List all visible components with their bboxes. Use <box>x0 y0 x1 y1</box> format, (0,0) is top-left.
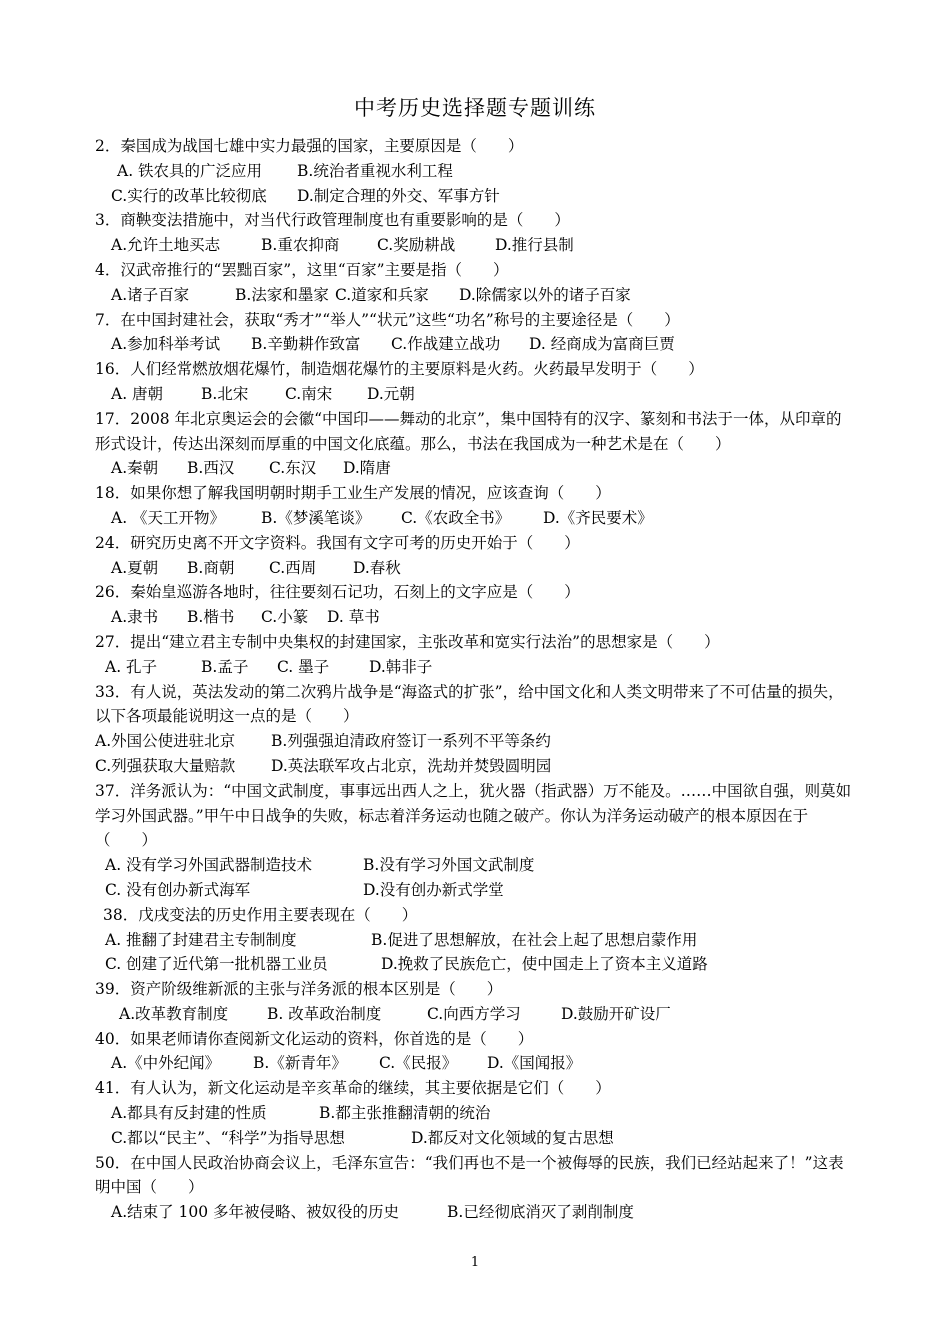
option: B.促进了思想解放，在社会上起了思想启蒙作用 <box>371 930 698 949</box>
question-list <box>95 134 855 1225</box>
option-row <box>95 382 855 407</box>
option: A.参加科举考试 <box>111 335 221 354</box>
question-stem: 40．如果老师请你查阅新文化运动的资料，你首选的是（ ） <box>95 1029 534 1048</box>
option: C.《农政全书》 <box>401 508 511 527</box>
option: A.隶书 <box>111 608 159 627</box>
question-stem: 2．秦国成为战国七雄中实力最强的国家，主要原因是（ ） <box>95 137 524 155</box>
page-number: 1 <box>470 1255 480 1270</box>
option: C. 没有创办新式海军 <box>105 880 251 899</box>
option-row <box>95 332 855 357</box>
option-row <box>95 952 855 977</box>
option: B.楷书 <box>187 608 235 627</box>
option-row <box>95 853 855 878</box>
option: A. 唐朝 <box>111 384 164 403</box>
option: B.都主张推翻清朝的统治 <box>319 1104 491 1123</box>
option: D.元朝 <box>367 384 415 403</box>
question-stem: 7．在中国封建社会，获取“秀才”“举人”“状元”这些“功名”称号的主要途径是（ ） <box>95 310 680 329</box>
option-row <box>95 878 855 903</box>
option: D.制定合理的外交、军事方针 <box>297 186 500 205</box>
option: D. 草书 <box>327 608 380 627</box>
option: D.鼓励开矿设厂 <box>561 1004 671 1023</box>
option: A.诸子百家 <box>111 285 190 304</box>
option-row <box>95 184 855 209</box>
option: D.《国闻报》 <box>487 1054 582 1073</box>
question-stem: 39．资产阶级维新派的主张与洋务派的根本区别是（ ） <box>95 980 503 999</box>
option: A.改革教育制度 <box>119 1004 229 1023</box>
option: C.《民报》 <box>379 1054 458 1073</box>
option: B.列强强迫清政府签订一系列不平等条约 <box>271 732 551 751</box>
question-stem: 24．研究历史离不开文字资料。我国有文字可考的历史开始于（ ） <box>95 533 580 552</box>
question-stem: 41．有人认为，新文化运动是辛亥革命的继续，其主要依据是它们（ ） <box>95 1079 611 1098</box>
option: C.南宋 <box>285 384 333 403</box>
option-row <box>95 655 855 680</box>
option: D.没有创办新式学堂 <box>363 880 504 899</box>
option: C.列强获取大量赔款 <box>95 756 236 775</box>
question-stem: 17．2008 年北京奥运会的会徽“中国印——舞动的北京”，集中国特有的汉字、篆刻和书法于一体，从印章的形式设计，传达出深刻而厚重的中国文化底蕴。那么，书法在我国成为一种艺术是在（ ） <box>95 409 842 453</box>
question-stem: 50．在中国人民政治协商会议上，毛泽东宣告：“我们再也不是一个被侮辱的民族，我们已经站起来了！”这表明中国（ ） <box>95 1153 844 1197</box>
option: B.法家和墨家 <box>235 285 329 304</box>
option: D.春秋 <box>353 558 401 577</box>
option: D.推行县制 <box>495 236 574 255</box>
option-row <box>95 729 855 754</box>
option: C.小篆 <box>261 608 309 627</box>
option: D.挽救了民族危亡，使中国走上了资本主义道路 <box>381 955 708 974</box>
option-row <box>95 1051 855 1076</box>
option: B.商朝 <box>187 558 235 577</box>
question-stem: 3．商鞅变法措施中，对当代行政管理制度也有重要影响的是（ ） <box>95 211 570 230</box>
option-row <box>95 556 855 581</box>
option: D.韩非子 <box>369 657 433 676</box>
option: C. 墨子 <box>277 657 330 676</box>
option: B.辛勤耕作致富 <box>251 335 361 354</box>
option-row <box>95 159 855 184</box>
page-title: 中考历史选择题专题训练 <box>354 96 596 120</box>
option: C. 创建了近代第一批机器工业员 <box>105 955 328 974</box>
option: A. 《天工开物》 <box>111 508 226 527</box>
option: D.隋唐 <box>343 459 391 478</box>
option: C.奖励耕战 <box>377 236 456 255</box>
option: C.西周 <box>269 558 317 577</box>
option: C.都以“民主”、“科学”为指导思想 <box>111 1128 345 1147</box>
option: A. 孔子 <box>105 657 158 676</box>
option: D.除儒家以外的诸子百家 <box>459 285 631 304</box>
option: B.已经彻底消灭了剥削制度 <box>447 1203 634 1222</box>
option: B.北宋 <box>201 384 249 403</box>
option: A.夏朝 <box>111 558 159 577</box>
option: D. 经商成为富商巨贾 <box>529 335 675 354</box>
option: B.没有学习外国文武制度 <box>363 856 535 875</box>
option: A. 铁农具的广泛应用 <box>117 161 263 180</box>
option-row <box>95 928 855 953</box>
question-stem: 18．如果你想了解我国明朝时期手工业生产发展的情况，应该查询（ ） <box>95 484 611 503</box>
option-row <box>95 506 855 531</box>
question-stem: 33．有人说，英法发动的第二次鸦片战争是“海盗式的扩张”，给中国文化和人类文明带来了不可估量的损失，以下各项最能说明这一点的是（ ） <box>95 682 844 726</box>
option: A.结束了 100 多年被侵略、被奴役的历史 <box>111 1203 400 1222</box>
option: B.西汉 <box>187 459 235 478</box>
option: B.《梦溪笔谈》 <box>261 508 371 527</box>
option: A.允许土地买志 <box>111 236 221 255</box>
option: C.实行的改革比较彻底 <box>111 186 267 205</box>
question-stem: 37．洋务派认为：“中国文武制度，事事远出西人之上，犹火器（指武器）万不能及。……中国欲自强，则莫如学习外国武器。”甲午中日战争的失败，标志着洋务运动也随之破产。你认为洋务运动破产的根本原因在于（ ） <box>95 781 852 850</box>
question-stem: 38．戊戌变法的历史作用主要表现在（ ） <box>103 905 418 924</box>
question-stem: 27．提出“建立君主专制中央集权的封建国家，主张改革和宽实行法治”的思想家是（ ） <box>95 632 720 651</box>
option: B.统治者重视水利工程 <box>297 161 453 180</box>
option: C.东汉 <box>269 459 317 478</box>
option-row <box>95 1101 855 1126</box>
option-row <box>95 233 855 258</box>
option: C.作战建立战功 <box>391 335 501 354</box>
option-row <box>95 1126 855 1151</box>
option: B.《新青年》 <box>253 1054 347 1073</box>
option: D.英法联军攻占北京，洗劫并焚毁圆明园 <box>271 756 552 775</box>
option-row <box>95 1200 855 1225</box>
option: C.向西方学习 <box>427 1004 521 1023</box>
option-row <box>95 456 855 481</box>
question-stem: 4．汉武帝推行的“罢黜百家”，这里“百家”主要是指（ ） <box>95 260 509 279</box>
option-row <box>95 605 855 630</box>
option: A.都具有反封建的性质 <box>111 1104 267 1123</box>
option: B.重农抑商 <box>261 236 340 255</box>
option: A. 推翻了封建君主专制制度 <box>105 930 297 949</box>
option: B.孟子 <box>201 657 249 676</box>
option: A. 没有学习外国武器制造技术 <box>105 856 313 875</box>
option: D.都反对文化领域的复古思想 <box>411 1128 614 1147</box>
option-row <box>95 1002 855 1027</box>
option: C.道家和兵家 <box>335 285 429 304</box>
option: D.《齐民要术》 <box>543 508 653 527</box>
option: A.《中外纪闻》 <box>111 1054 221 1073</box>
option: A.秦朝 <box>111 459 159 478</box>
option-row <box>95 754 855 779</box>
question-stem: 26．秦始皇巡游各地时，往往要刻石记功，石刻上的文字应是（ ） <box>95 583 580 602</box>
option-row <box>95 283 855 308</box>
question-stem: 16．人们经常燃放烟花爆竹，制造烟花爆竹的主要原料是火药。火药最早发明于（ ） <box>95 360 704 379</box>
option: A.外国公使进驻北京 <box>95 732 236 751</box>
option: B. 改革政治制度 <box>267 1004 382 1023</box>
